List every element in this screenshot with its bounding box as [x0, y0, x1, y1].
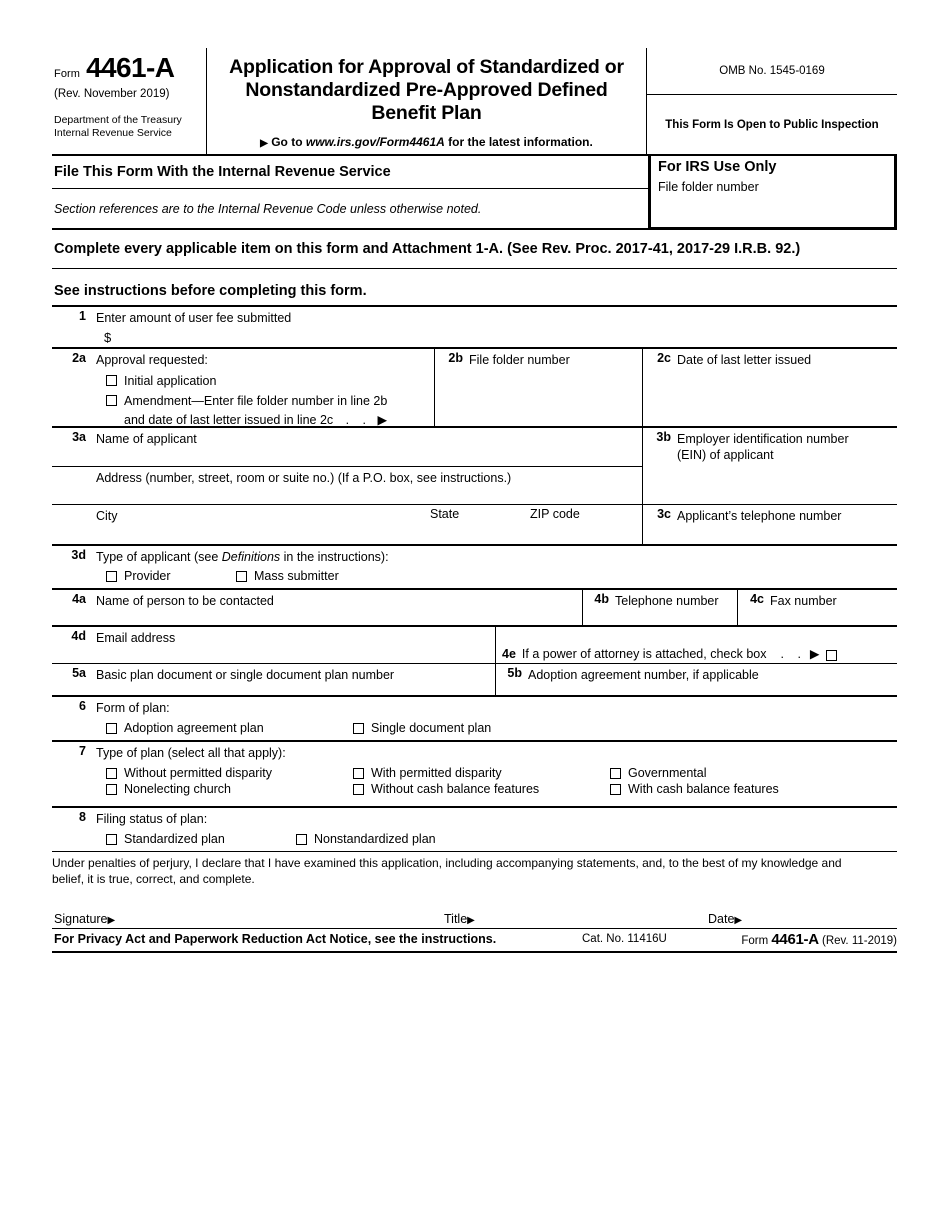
- form-body: [52, 48, 897, 953]
- line-2a-option-initial-application[interactable]: [106, 374, 216, 388]
- line-8-option-standardized-plan[interactable]: [106, 832, 296, 846]
- line-5a-basic-plan-document-number: [52, 664, 496, 695]
- perjury-line-1: Under penalties of perjury, I declare that I have examined this application, including accompanying statements, and, to the best of my knowledge and: [52, 856, 842, 871]
- irs-use-only-heading: For IRS Use Only: [658, 159, 777, 176]
- line-3b-label-line-1: Employer identification number: [677, 432, 849, 447]
- footer-form-identifier: [741, 931, 897, 948]
- line-1-number: 1: [79, 309, 86, 324]
- department-block: [54, 114, 202, 140]
- checkbox-icon[interactable]: [610, 784, 621, 795]
- line-3d-label: [96, 550, 389, 564]
- line-5b-number: 5b: [507, 666, 522, 681]
- line-3-row: [52, 428, 897, 546]
- line-3a-label: Name of applicant: [96, 432, 197, 447]
- footer-form-word: Form: [741, 934, 769, 947]
- line-3b-number: 3b: [656, 430, 671, 445]
- line-6-option-single-document-plan[interactable]: [353, 721, 491, 735]
- line-4b-number: 4b: [594, 592, 609, 607]
- arrow-right-icon: ▶: [734, 914, 743, 926]
- line-7-option-2-label: With permitted disparity: [371, 766, 502, 781]
- line-2c-number: 2c: [657, 351, 671, 366]
- line-3d-option-provider-label: Provider: [124, 569, 171, 584]
- line-7-option-5-label: Without cash balance features: [371, 782, 540, 797]
- title-label-group: [444, 912, 475, 926]
- line-3a-name-of-applicant: [52, 428, 642, 467]
- line-4d-number: 4d: [71, 629, 86, 644]
- file-with-irs-heading: File This Form With the Internal Revenue Service: [52, 156, 648, 189]
- form-title-line-3: Benefit Plan: [371, 101, 482, 124]
- arrow-right-icon: ▶: [107, 914, 116, 926]
- arrow-right-icon: ▶: [260, 138, 268, 150]
- irs-use-only-box: [648, 156, 897, 230]
- line-7-option-nonelecting-church[interactable]: [106, 782, 353, 796]
- public-inspection-notice: This Form Is Open to Public Inspection: [665, 118, 879, 131]
- line-2a-option-initial-label: Initial application: [124, 373, 217, 388]
- line-1-label: Enter amount of user fee submitted: [96, 311, 292, 326]
- line-4a-label: Name of person to be contacted: [96, 594, 274, 609]
- line-7-type-of-plan: [52, 742, 897, 808]
- complete-every-item-notice: Complete every applicable item on this form and Attachment 1-A. (See Rev. Proc. 2017-41, 2017-29 I.R.B. 92.): [52, 230, 897, 269]
- line-6-option-adoption-label: Adoption agreement plan: [124, 721, 264, 736]
- signature-label: Signature: [54, 911, 108, 926]
- line-8-filing-status: [52, 808, 897, 852]
- line-2a-number: 2a: [72, 351, 86, 366]
- arrow-right-icon: ▶: [377, 413, 388, 428]
- line-4b-telephone: [583, 590, 738, 625]
- checkbox-icon[interactable]: [236, 571, 247, 582]
- line-6-label: Form of plan:: [96, 701, 170, 716]
- goto-suffix: for the latest information.: [448, 135, 593, 150]
- checkbox-icon[interactable]: [106, 375, 117, 386]
- line-7-option-1-label: Without permitted disparity: [124, 766, 272, 781]
- signature-input[interactable]: [122, 910, 442, 926]
- line-3a-state-label: State: [430, 507, 460, 522]
- line-1-user-fee: [52, 307, 897, 349]
- line-4e-power-of-attorney: [496, 627, 897, 663]
- line-3-right-column: [643, 428, 897, 544]
- line-3d-option-provider[interactable]: [106, 569, 236, 583]
- line-4e-label: If a power of attorney is attached, check box: [521, 647, 767, 662]
- line-2a-leader-dots: . .: [345, 413, 372, 428]
- line-7-label: Type of plan (select all that apply):: [96, 746, 286, 761]
- see-instructions-notice: See instructions before completing this form.: [52, 269, 897, 307]
- line-2a-option-amendment-label-2: and date of last letter issued in line 2c: [124, 413, 334, 428]
- form-identifier: [54, 54, 202, 82]
- goto-url[interactable]: www.irs.gov/Form4461A: [305, 135, 445, 150]
- date-label-group: [708, 912, 742, 926]
- line-7-option-without-cash-balance[interactable]: [353, 782, 610, 796]
- header-left-block: [52, 48, 207, 154]
- line-7-number: 7: [79, 744, 86, 759]
- line-6-number: 6: [79, 699, 86, 714]
- line-7-option-with-cash-balance[interactable]: [610, 782, 779, 796]
- line-6-option-single-doc-label: Single document plan: [371, 721, 492, 736]
- signature-label-group: [54, 912, 115, 926]
- line-6-form-of-plan: [52, 697, 897, 742]
- privacy-act-notice: For Privacy Act and Paperwork Reduction Act Notice, see the instructions.: [54, 931, 497, 946]
- line-6-option-adoption-agreement-plan[interactable]: [106, 721, 353, 735]
- line-3a-city-state-zip: [52, 505, 642, 543]
- checkbox-icon[interactable]: [353, 723, 364, 734]
- checkbox-icon[interactable]: [353, 768, 364, 779]
- line-2a-option-amendment[interactable]: [106, 394, 387, 408]
- line-3d-number: 3d: [71, 548, 86, 563]
- line-7-option-without-permitted-disparity[interactable]: [106, 766, 353, 780]
- form-word-label: Form: [54, 68, 81, 80]
- line-7-option-governmental[interactable]: [610, 766, 707, 780]
- line-8-option-nonstandardized-plan[interactable]: [296, 832, 436, 846]
- checkbox-icon[interactable]: [106, 571, 117, 582]
- checkbox-icon[interactable]: [106, 768, 117, 779]
- line-3b-input[interactable]: [643, 462, 897, 492]
- line-5b-adoption-agreement-number: [496, 664, 897, 695]
- header-title-block: [207, 48, 647, 154]
- line-1-dollar-sign: $: [104, 330, 112, 346]
- line-2b-file-folder-number: [435, 349, 643, 426]
- line-3b-label-line-2: (EIN) of applicant: [677, 448, 774, 463]
- line-3a-city-label: City: [96, 509, 118, 524]
- line-4e-leader-dots: . .: [780, 647, 806, 662]
- line-3d-label-post: in the instructions):: [280, 550, 389, 565]
- line-3d-label-pre: Type of applicant (see: [96, 550, 222, 565]
- department-line-2: Internal Revenue Service: [54, 127, 172, 140]
- line-4c-label: Fax number: [770, 594, 837, 609]
- line-2a-approval-requested: [52, 349, 435, 426]
- line-8-option-nonstandardized-label: Nonstandardized plan: [314, 832, 436, 847]
- line-7-option-3-label: Governmental: [628, 766, 707, 781]
- goto-prefix: Go to: [271, 135, 303, 150]
- omb-number: OMB No. 1545-0169: [647, 48, 897, 95]
- line-2b-label: File folder number: [469, 353, 570, 368]
- line-2-row: [52, 349, 897, 428]
- line-4a-number: 4a: [72, 592, 86, 607]
- line-5b-label: Adoption agreement number, if applicable: [528, 668, 759, 683]
- line-4e-number: 4e: [502, 647, 516, 662]
- line-4c-number: 4c: [750, 592, 764, 607]
- line-8-number: 8: [79, 810, 86, 825]
- title-input[interactable]: [492, 910, 702, 926]
- perjury-line-2: belief, it is true, correct, and complete.: [52, 872, 255, 887]
- line-3a-zip-label: ZIP code: [530, 507, 580, 522]
- line-2c-date-last-letter: [643, 349, 897, 426]
- checkbox-icon[interactable]: [106, 834, 117, 845]
- line-3c-number: 3c: [657, 507, 671, 522]
- form-title-line-2: Nonstandardized Pre-Approved Defined: [245, 78, 608, 101]
- form-title-line-1: Application for Approval of Standardized or: [229, 56, 624, 78]
- line-3a-address-label: Address (number, street, room or suite no.) (If a P.O. box, see instructions.): [96, 471, 512, 486]
- line-2b-number: 2b: [448, 351, 463, 366]
- checkbox-icon[interactable]: [353, 784, 364, 795]
- line-8-label: Filing status of plan:: [96, 812, 208, 827]
- date-label: Date: [708, 911, 735, 926]
- line-3a-address: [52, 467, 642, 505]
- line-8-option-standardized-label: Standardized plan: [124, 832, 225, 847]
- form-footer: [52, 929, 897, 953]
- arrow-right-icon: ▶: [809, 647, 820, 662]
- checkbox-icon[interactable]: [106, 723, 117, 734]
- line-2a-label: Approval requested:: [96, 353, 208, 368]
- line-3a-number: 3a: [72, 430, 86, 445]
- arrow-right-icon: ▶: [467, 914, 475, 926]
- filing-band-left: [52, 156, 648, 230]
- filing-band: [52, 156, 897, 230]
- perjury-statement: [52, 852, 897, 889]
- line-5-row: [52, 664, 897, 697]
- line-2b-input[interactable]: [435, 369, 642, 421]
- goto-url-line: [213, 135, 640, 149]
- line-7-option-4-label: Nonelecting church: [124, 782, 232, 797]
- line-2c-input[interactable]: [643, 369, 897, 421]
- footer-form-revision: (Rev. 11-2019): [822, 934, 897, 947]
- checkbox-icon[interactable]: [296, 834, 307, 845]
- checkbox-icon[interactable]: [610, 768, 621, 779]
- header-right-block: [647, 48, 897, 154]
- line-3b-ein: [643, 428, 897, 505]
- footer-form-number: 4461-A: [771, 930, 819, 948]
- line-4d-email: [52, 627, 496, 663]
- line-3d-option-mass-submitter[interactable]: [236, 569, 339, 583]
- line-3c-input[interactable]: [643, 525, 897, 543]
- department-line-1: Department of the Treasury: [54, 114, 182, 126]
- line-4d-label: Email address: [96, 631, 176, 646]
- form-title: [213, 56, 640, 124]
- line-5a-label: Basic plan document or single document plan number: [96, 668, 395, 683]
- form-header: [52, 48, 897, 156]
- form-revision-date: (Rev. November 2019): [54, 88, 170, 100]
- catalog-number: Cat. No. 11416U: [582, 932, 667, 945]
- line-7-option-with-permitted-disparity[interactable]: [353, 766, 610, 780]
- line-2a-option-amendment-label-1: Amendment—Enter file folder number in line 2b: [124, 393, 388, 408]
- line-7-option-6-label: With cash balance features: [628, 782, 779, 797]
- irs-file-folder-label: File folder number: [658, 179, 759, 194]
- line-5a-number: 5a: [72, 666, 86, 681]
- title-label: Title: [444, 911, 468, 926]
- line-4d-row: [52, 627, 897, 664]
- line-3c-label: Applicant’s telephone number: [677, 509, 842, 524]
- line-3d-option-mass-submitter-label: Mass submitter: [254, 569, 339, 584]
- date-input[interactable]: [752, 910, 892, 926]
- line-4b-label: Telephone number: [615, 594, 719, 609]
- line-2c-label: Date of last letter issued: [677, 353, 812, 368]
- checkbox-icon[interactable]: [826, 650, 837, 661]
- line-4-contact-row: [52, 590, 897, 627]
- checkbox-icon[interactable]: [106, 784, 117, 795]
- line-3-left-column: [52, 428, 643, 544]
- section-references-note: Section references are to the Internal Revenue Code unless otherwise noted.: [52, 189, 648, 230]
- line-3c-applicant-telephone: [643, 505, 897, 544]
- signature-row: [52, 890, 897, 929]
- form-number: 4461-A: [86, 52, 175, 83]
- line-4a-contact-name: [52, 590, 583, 625]
- line-3d-label-italic: Definitions: [221, 550, 281, 565]
- line-3d-type-of-applicant: [52, 546, 897, 590]
- line-4c-fax: [738, 590, 897, 625]
- checkbox-icon[interactable]: [106, 395, 117, 406]
